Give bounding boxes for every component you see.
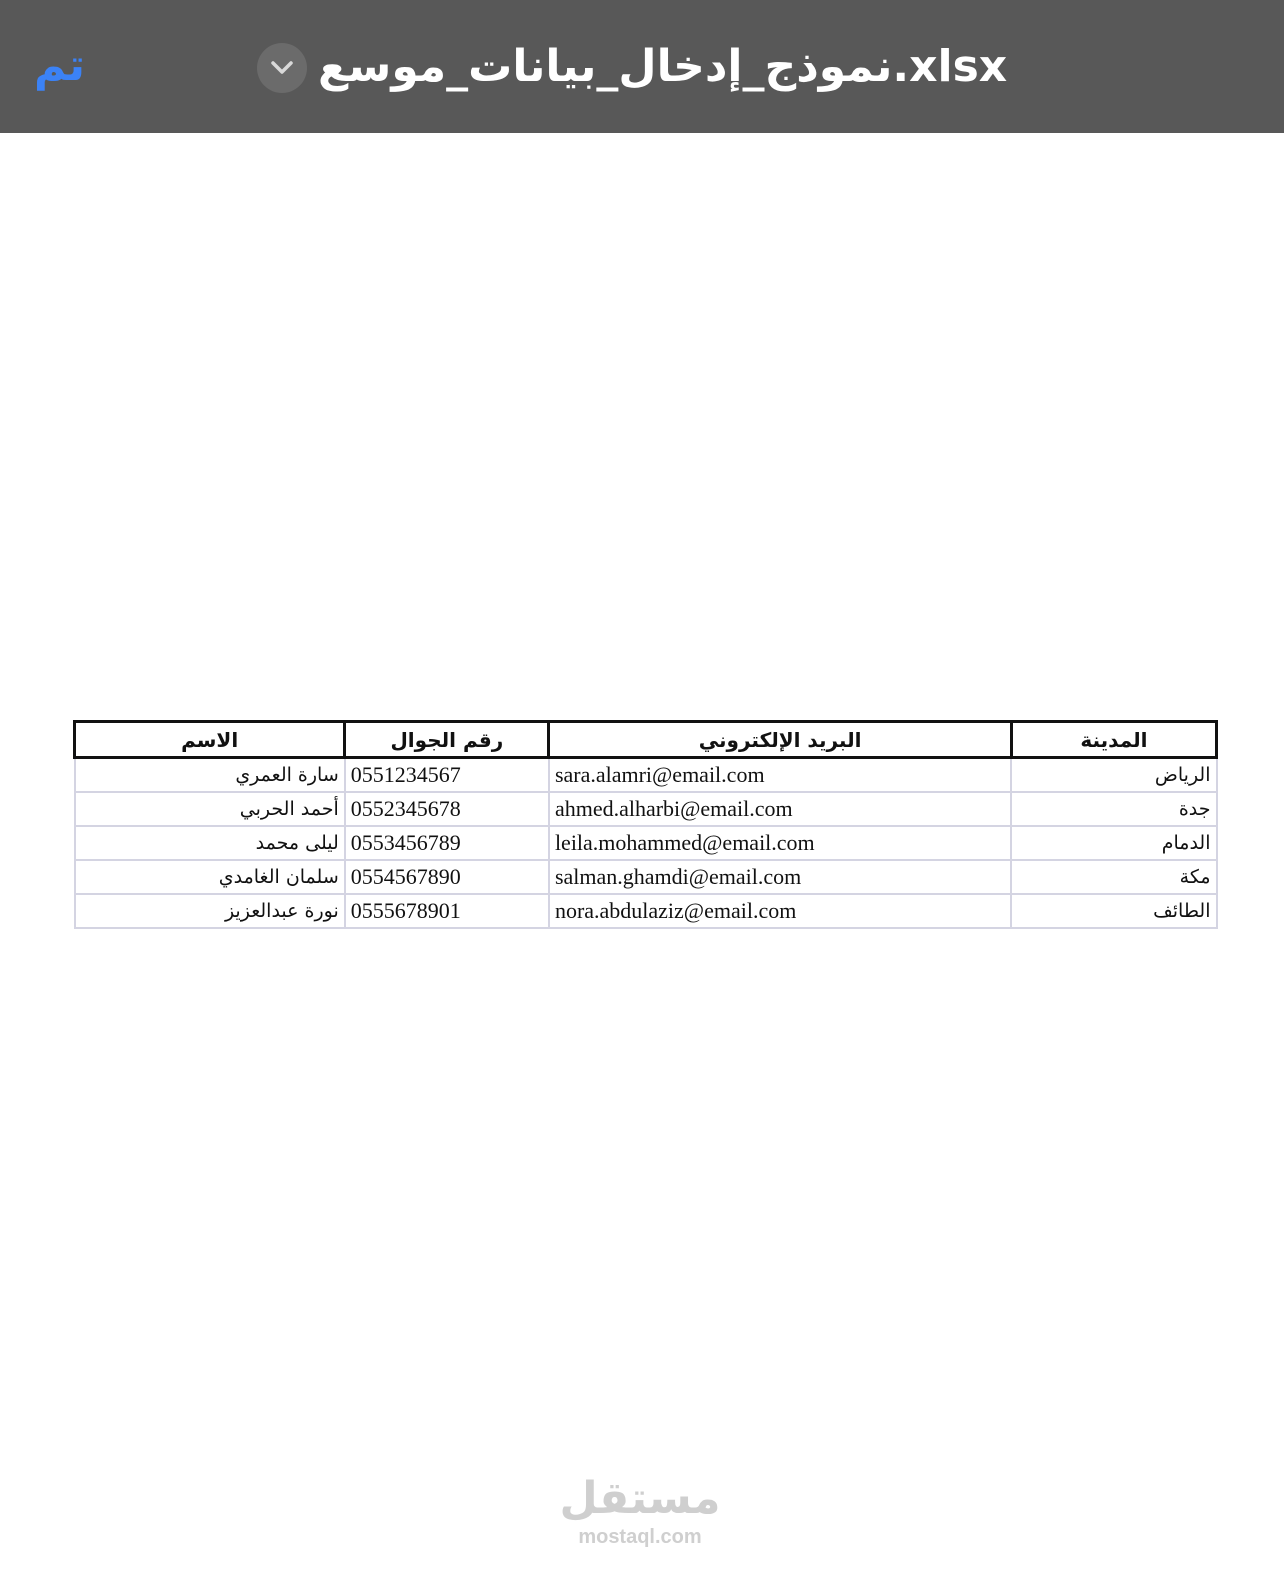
cell-email[interactable]: nora.abdulaziz@email.com (549, 894, 1011, 928)
cell-name[interactable]: سلمان الغامدي (75, 860, 345, 894)
cell-phone[interactable]: 0552345678 (345, 792, 549, 826)
cell-name[interactable]: سارة العمري (75, 758, 345, 793)
cell-city[interactable]: الطائف (1011, 894, 1216, 928)
cell-city[interactable]: الرياض (1011, 758, 1216, 793)
cell-name[interactable]: أحمد الحربي (75, 792, 345, 826)
table-row (75, 894, 1217, 928)
data-table (73, 720, 1218, 929)
chevron-down-icon (270, 60, 294, 76)
cell-phone[interactable]: 0551234567 (345, 758, 549, 793)
cell-email[interactable]: sara.alamri@email.com (549, 758, 1011, 793)
cell-city[interactable]: جدة (1011, 792, 1216, 826)
cell-city[interactable]: الدمام (1011, 826, 1216, 860)
cell-email[interactable]: ahmed.alharbi@email.com (549, 792, 1011, 826)
file-title[interactable]: نموذج_إدخال_بيانات_موسع.xlsx (318, 41, 1008, 92)
table-row (75, 758, 1217, 793)
table-header-row (75, 722, 1217, 758)
cell-phone[interactable]: 0554567890 (345, 860, 549, 894)
cell-city[interactable]: مكة (1011, 860, 1216, 894)
table-row (75, 826, 1217, 860)
watermark-arabic: مستقل (559, 1473, 721, 1524)
cell-phone[interactable]: 0553456789 (345, 826, 549, 860)
cell-phone[interactable]: 0555678901 (345, 894, 549, 928)
column-header-phone[interactable]: رقم الجوال (345, 722, 549, 758)
column-header-name[interactable]: الاسم (75, 722, 345, 758)
cell-name[interactable]: نورة عبدالعزيز (75, 894, 345, 928)
column-header-city[interactable]: المدينة (1011, 722, 1216, 758)
title-menu-button[interactable] (257, 43, 307, 93)
column-header-email[interactable]: البريد الإلكتروني (549, 722, 1011, 758)
cell-email[interactable]: leila.mohammed@email.com (549, 826, 1011, 860)
watermark-logo (540, 1473, 740, 1549)
cell-email[interactable]: salman.ghamdi@email.com (549, 860, 1011, 894)
table-row (75, 860, 1217, 894)
watermark-latin: mostaql.com (578, 1526, 702, 1548)
table-row (75, 792, 1217, 826)
done-button[interactable]: تم (34, 40, 86, 91)
cell-name[interactable]: ليلى محمد (75, 826, 345, 860)
top-bar (0, 0, 1284, 133)
